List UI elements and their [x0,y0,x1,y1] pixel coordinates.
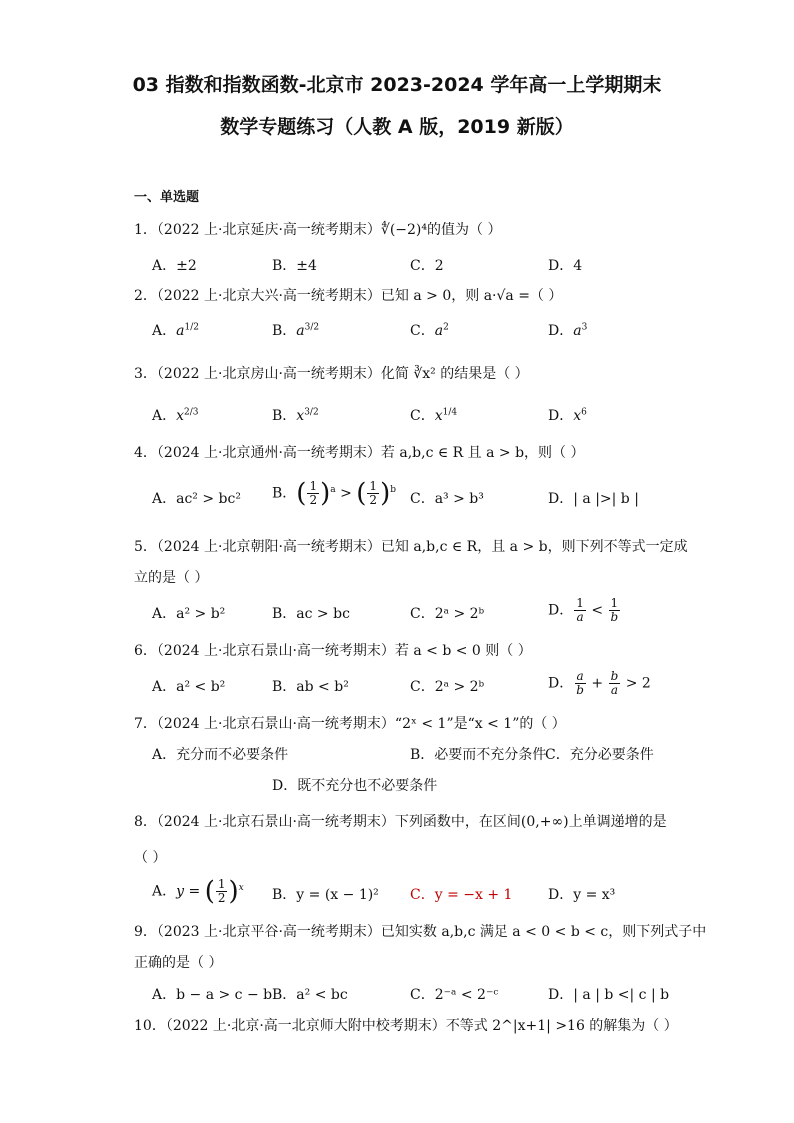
q7-option-b[interactable]: B．必要而不充分条件 [410,747,547,763]
q2-option-a[interactable]: A．$a^{1/2}$ [152,322,199,339]
q6-option-d[interactable]: D． $\frac{a}{b}$ + $\frac{b}{a}$ > 2 [548,669,651,697]
q9-option-d[interactable]: D．| a | b <| c | b [548,987,670,1003]
q7-option-d[interactable]: D．既不充分也不必要条件 [272,778,438,794]
q8-option-d[interactable]: D．y = x³ [548,887,616,903]
question-5-cont: 立的是（ ） [134,570,209,586]
q5-option-c[interactable]: C．2ᵃ > 2ᵇ [410,606,485,622]
question-5: 5．（2024 上·北京朝阳·高一统考期末）已知 a,b,c ∈ R，且 a > b，则下列不等式一定成 [134,539,688,555]
q6-option-a[interactable]: A．a² < b² [152,679,226,695]
question-9: 9．（2023 上·北京平谷·高一统考期末）已知实数 a,b,c 满足 a < 0 < b < c，则下列式子中 [134,924,707,940]
q5-option-a[interactable]: A．a² > b² [152,606,226,622]
q4-option-a[interactable]: A．ac² > bc² [152,491,241,507]
question-7: 7．（2024 上·北京石景山·高一统考期末）“2ˣ < 1”是“x < 1”的（ ） [134,716,566,732]
question-10: 10．（2022 上·北京·高一北京师大附中校考期末）不等式 2^|x+1| >16 的解集为（ ） [134,1018,678,1034]
q2-option-b[interactable]: B．$a^{3/2}$ [272,322,320,339]
q6-option-c[interactable]: C．2ᵃ > 2ᵇ [410,679,485,695]
q2-option-c[interactable]: C．$a^2$ [410,322,449,339]
question-8: 8．（2024 上·北京石景山·高一统考期末）下列函数中，在区间(0,+∞)上单调递增的是 [134,814,667,830]
question-1: 1．（2022 上·北京延庆·高一统考期末）∜(−2)⁴的值为（ ） [134,222,502,238]
page-title-line2: 数学专题练习（人教 A 版，2019 新版） [220,116,574,138]
q4-option-c[interactable]: C．a³ > b³ [410,491,484,507]
q4-option-d[interactable]: D．| a |>| b | [548,491,639,507]
q2-option-d[interactable]: D．$a^3$ [548,322,588,339]
q1-option-c[interactable]: C．2 [410,258,444,274]
q8-option-b[interactable]: B．y = (x − 1)² [272,887,379,903]
question-2: 2．（2022 上·北京大兴·高一统考期末）已知 a > 0，则 a·√a =（ ） [134,288,563,304]
q9-option-b[interactable]: B．a² < bc [272,987,348,1003]
q7-option-a[interactable]: A．充分而不必要条件 [152,747,289,763]
question-8-cont: （ ） [134,850,167,866]
page-title-line1: 03 指数和指数函数-北京市 2023-2024 学年高一上学期期末 [132,74,662,96]
q1-option-a[interactable]: A．±2 [152,258,197,274]
q3-option-d[interactable]: D．$x^6$ [548,407,587,424]
q7-option-c[interactable]: C．充分必要条件 [545,747,654,763]
q1-option-b[interactable]: B．±4 [272,258,317,274]
q6-option-b[interactable]: B．ab < b² [272,679,349,695]
question-4: 4．（2024 上·北京通州·高一统考期末）若 a,b,c ∈ R 且 a > b，则（ ） [134,445,585,461]
q5-option-b[interactable]: B．ac > bc [272,606,350,622]
question-9-cont: 正确的是（ ） [134,955,223,971]
q8-option-c[interactable]: C．y = −x + 1 [410,887,513,903]
q4-option-b[interactable]: B．( $\frac{1}{2}$ )$^a$ > ( $\frac{1}{2}$ )$^b$ [272,478,396,509]
q3-option-a[interactable]: A．$x^{2/3}$ [152,407,199,424]
q8-option-a[interactable]: A．y = ( $\frac{1}{2}$ )$^x$ [152,876,244,907]
q1-option-d[interactable]: D．4 [548,258,583,274]
q5-option-d[interactable]: D． $\frac{1}{a}$ < $\frac{1}{b}$ [548,596,619,624]
question-6: 6．（2024 上·北京石景山·高一统考期末）若 a < b < 0 则（ ） [134,643,532,659]
q3-option-b[interactable]: B．$x^{3/2}$ [272,407,319,424]
section-heading: 一、单选题 [134,190,200,205]
q9-option-a[interactable]: A．b − a > c − b [152,987,273,1003]
question-3: 3．（2022 上·北京房山·高一统考期末）化简 ∛x² 的结果是（ ） [134,366,529,382]
q3-option-c[interactable]: C．$x^{1/4}$ [410,407,458,424]
q9-option-c[interactable]: C．2⁻ᵃ < 2⁻ᶜ [410,987,499,1003]
